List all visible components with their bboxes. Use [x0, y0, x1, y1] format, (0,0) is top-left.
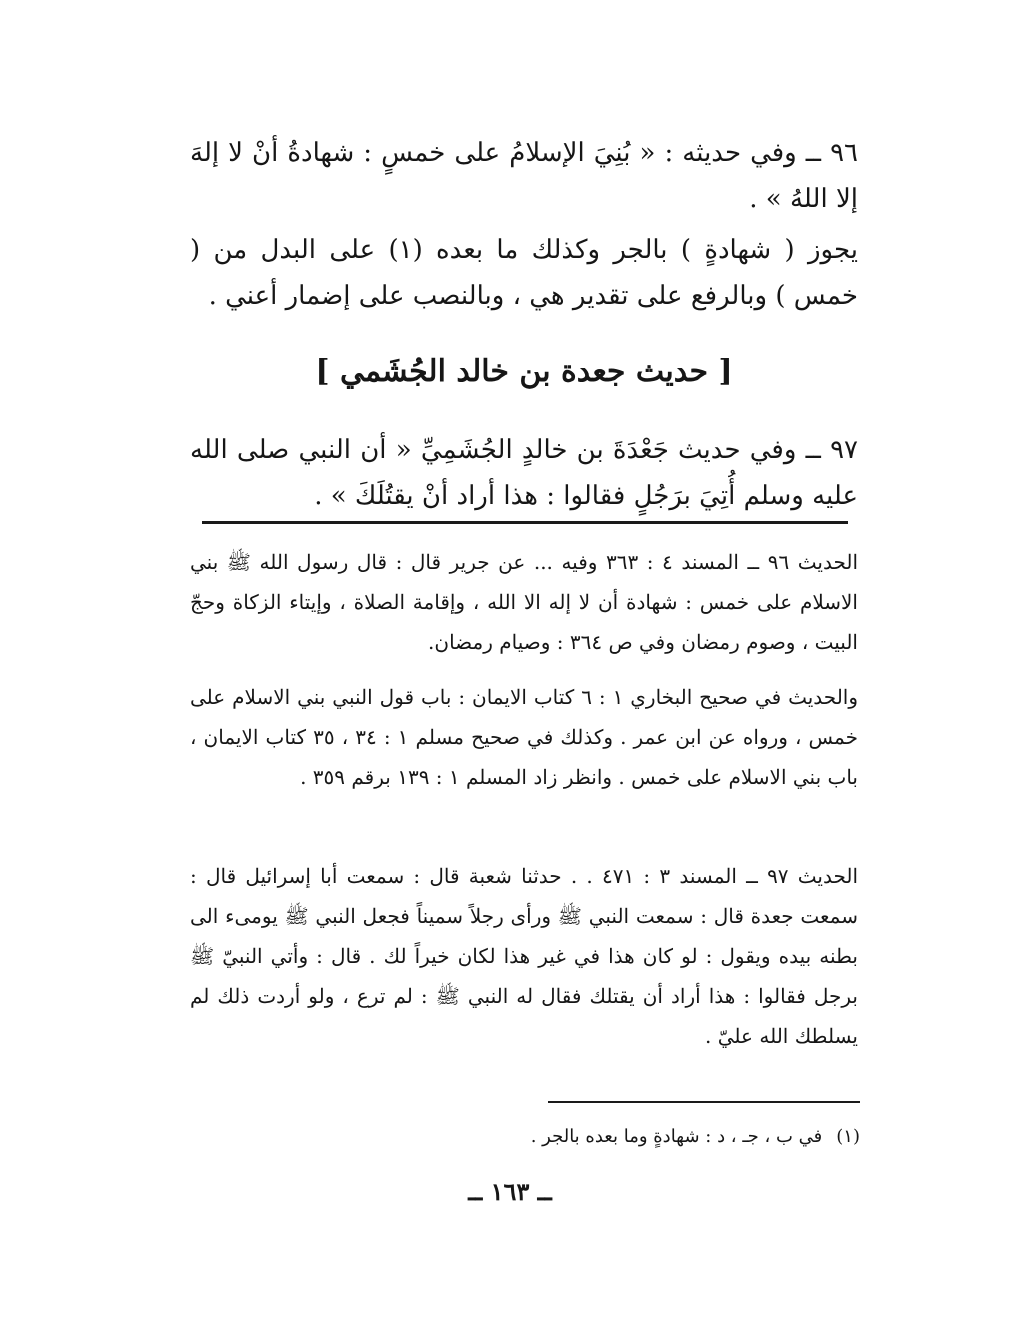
- note-97-paragraph: [190, 856, 858, 1056]
- footnote-divider: [548, 1101, 860, 1103]
- page-number: ــ ١٦٣ ــ: [468, 1177, 552, 1206]
- hadith-97-paragraph: [190, 427, 858, 519]
- hadith-96-text: ٩٦ ــ وفي حديثه : « بُنِيَ الإسلامُ على خمسٍ : شهادةُ أنْ لا إلهَ إلا اللهُ » .: [190, 138, 858, 214]
- note-97-text: الحديث ٩٧ ــ المسند ٣ : ٤٧١ . . حدثنا شعبة قال : سمعت أبا إسرائيل قال : سمعت جعدة قال : سمعت النبي ﷺ ورأى رجلاً سميناً فجعل النبي ﷺ يومىء الى بطنه بيده ويقول : لو كان هذا في غير هذا لكان خيراً لك . قال : وأتي النبيّ ﷺ برجل فقالوا : هذا أراد أن يقتلك فقال له النبي ﷺ : لم ترع ، ولو أردت ذلك لم يسلطك الله عليّ .: [190, 864, 859, 1048]
- note-96-second-text: والحديث في صحيح البخاري ١ : ٦ كتاب الايمان : باب قول النبي بني الاسلام على خمس ، ورواه عن ابن عمر . وكذلك في صحيح مسلم ١ : ٣٤ ، ٣٥ كتاب الايمان ، باب بني الاسلام على خمس . وانظر زاد المسلم ١ : ١٣٩ برقم ٣٥٩ .: [190, 685, 859, 789]
- grammar-note-paragraph: [190, 227, 858, 319]
- footnote-text: في ب ، جـ ، د : شهادةٍ وما بعده بالجر .: [530, 1126, 823, 1147]
- note-96-first-paragraph: [190, 542, 858, 662]
- notes-divider: [202, 521, 848, 524]
- note-96-first-text: الحديث ٩٦ ــ المسند ٤ : ٣٦٣ وفيه ... عن جرير قال : قال رسول الله ﷺ بني الاسلام على خمس : شهادة أن لا إله الا الله ، وإقامة الصلاة ، وإيتاء الزكاة وحجّ البيت ، وصوم رمضان وفي ص ٣٦٤ : وصيام رمضان.: [190, 550, 859, 654]
- hadith-96-paragraph: [190, 130, 858, 222]
- section-heading: [ حديث جعدة بن خالد الجُشَمي ]: [315, 354, 733, 389]
- hadith-97-text: ٩٧ ــ وفي حديث جَعْدَةَ بن خالدٍ الجُشَمِيِّ « أن النبي صلى الله عليه وسلم أُتِيَ برَجُلٍ فقالوا : هذا أراد أنْ يقتُلَكَ » .: [190, 435, 858, 511]
- footnote-marker: (١): [836, 1126, 860, 1147]
- note-96-second-paragraph: [190, 677, 858, 797]
- footnote: [460, 1120, 860, 1154]
- grammar-note-text: يجوز ( شهادةٍ ) بالجر وكذلك ما بعده (١) على البدل من ( خمس ) وبالرفع على تقدير هي ، وبالنصب على إضمار أعني .: [190, 235, 859, 311]
